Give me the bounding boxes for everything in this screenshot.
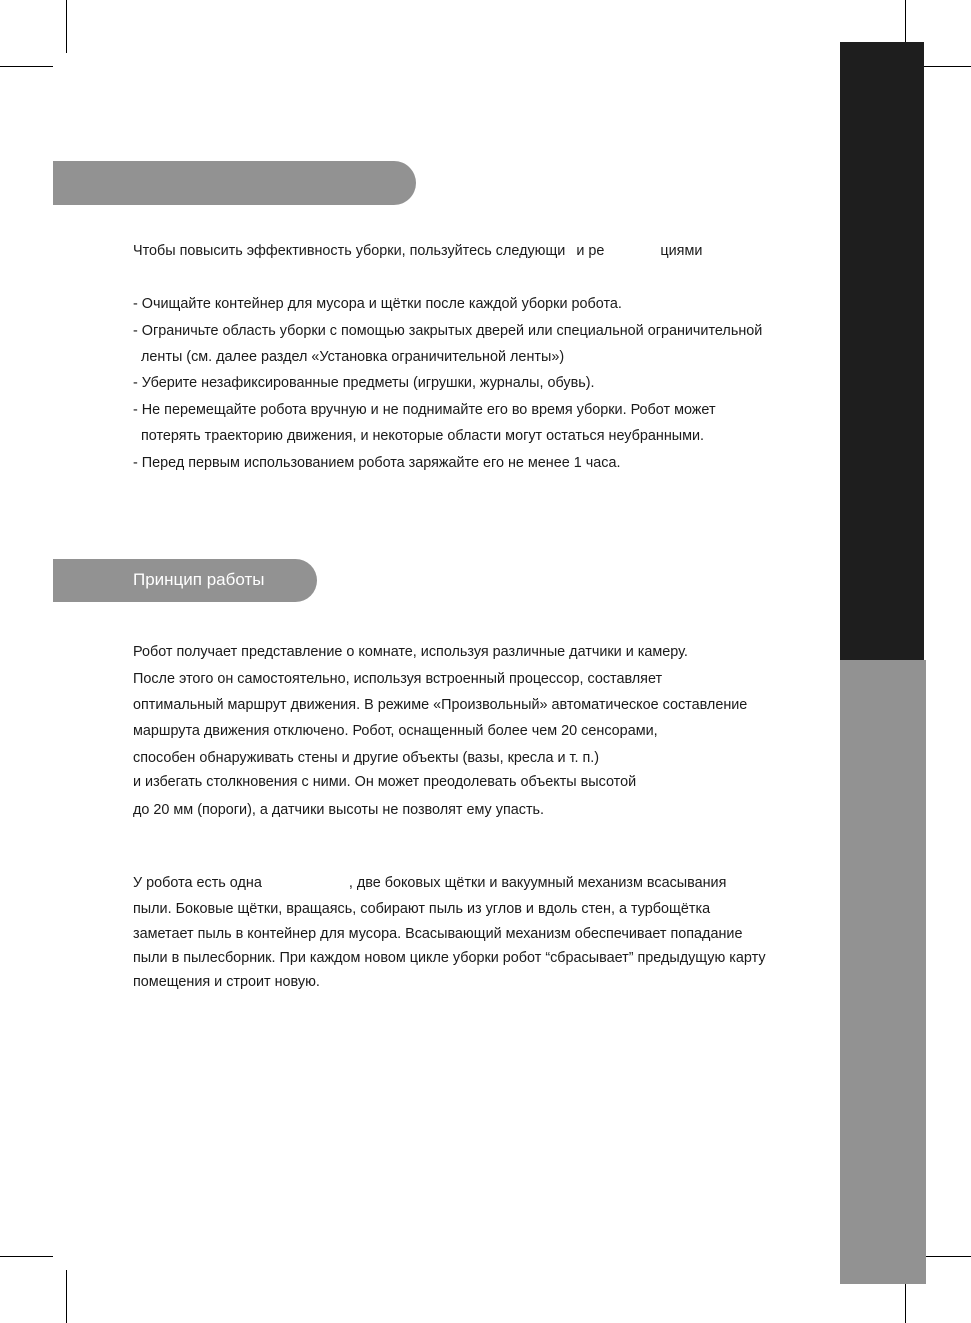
side-tab-dark [840,42,924,660]
principle-para2-first-line [133,874,726,892]
section-header-bar-principle [53,559,317,602]
section-header-bar-tips [53,161,416,205]
tip-item-continuation: ленты (см. далее раздел «Установка ограничительной ленты») [141,349,565,365]
side-tab-gray [840,660,926,1284]
tips-intro-part3: циями [660,243,703,259]
tip-item: - Очищайте контейнер для мусора и щётки после каждой уборки робота. [133,296,622,312]
principle-para2-first-b: , две боковых щётки и вакуумный механизм всасывания [348,875,727,891]
principle-para1-line: После этого он самостоятельно, используя встроенный процессор, составляет [133,671,663,687]
tips-intro-part2: и ре [576,243,605,259]
principle-para2-first-a: У робота есть одна [133,875,262,891]
tips-intro-part1: Чтобы повысить эффективность уборки, пользуйтесь следующи [133,243,566,259]
principle-para2-line: пыли в пылесборник. При каждом новом цикле уборки робот “сбрасывает” предыдущую карту [133,950,766,966]
section-title-principle: Принцип работы [133,570,265,589]
principle-para1-line: Робот получает представление о комнате, используя различные датчики и камеру. [133,644,688,660]
tip-item: - Уберите незафиксированные предметы (игрушки, журналы, обувь). [133,375,595,391]
principle-para2-line: заметает пыль в контейнер для мусора. Всасывающий механизм обеспечивает попадание [133,926,743,942]
tip-item: - Не перемещайте робота вручную и не поднимайте его во время уборки. Робот может [133,402,716,418]
principle-para2-line: пыли. Боковые щётки, вращаясь, собирают пыль из углов и вдоль стен, а турбощётка [133,901,711,917]
principle-para2-line: помещения и строит новую. [133,974,320,990]
tip-item-continuation: потерять траекторию движения, и некоторые области могут остаться неубранными. [141,428,705,444]
crop-mark-top-left-v [66,0,67,53]
tip-item: - Ограничьте область уборки с помощью закрытых дверей или специальной ограничительной [133,323,763,339]
principle-para1-line: маршрута движения отключено. Робот, оснащенный более чем 20 сенсорами, [133,723,658,739]
principle-para1-line: до 20 мм (пороги), а датчики высоты не позволят ему упасть. [133,802,545,818]
principle-para1-line: оптимальный маршрут движения. В режиме «Произвольный» автоматическое составление [133,697,748,713]
crop-mark-bottom-left-v [66,1270,67,1323]
crop-mark-top-left-h [0,66,53,67]
tips-intro [133,242,702,260]
crop-mark-bottom-left-h [0,1256,53,1257]
tip-item: - Перед первым использованием робота заряжайте его не менее 1 часа. [133,455,621,471]
principle-para1-line: и избегать столкновения с ними. Он может преодолевать объекты высотой [133,774,637,790]
principle-para1-line: способен обнаруживать стены и другие объекты (вазы, кресла и т. п.) [133,750,600,766]
crop-mark-top-right-h [918,66,971,67]
